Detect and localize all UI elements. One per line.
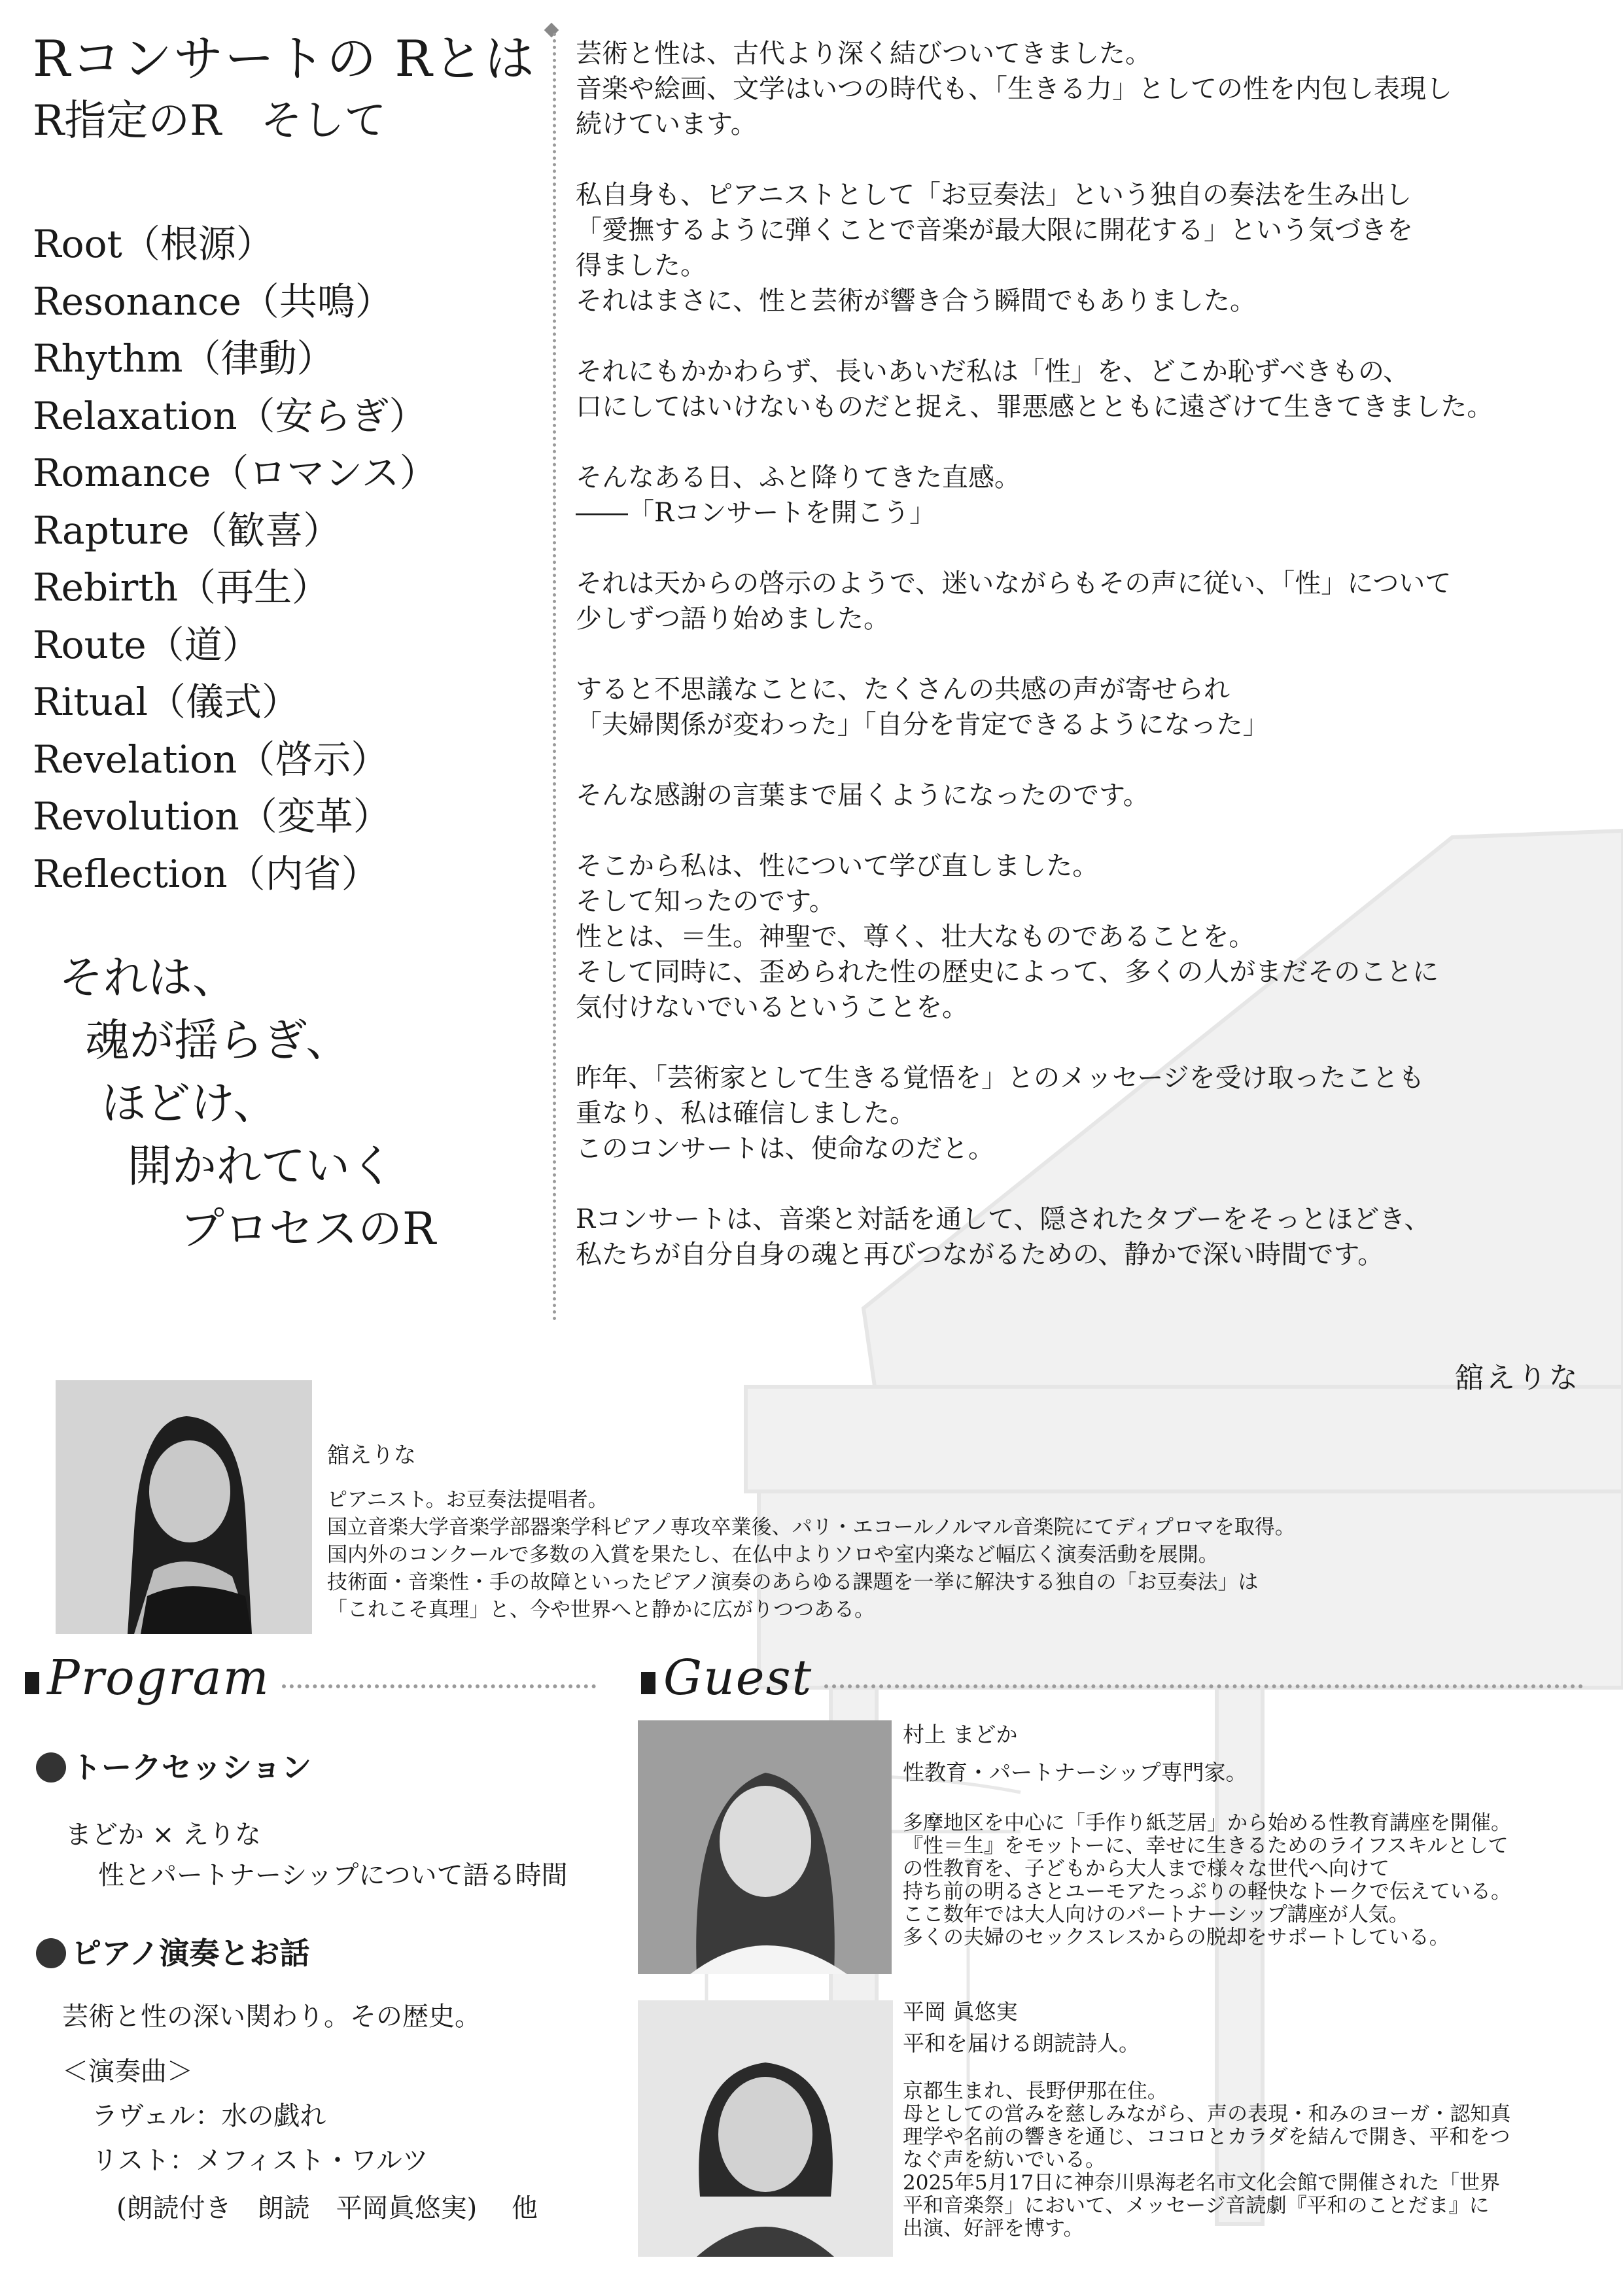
bio-line: なぐ声を紡いでいる。 — [903, 2148, 1106, 2172]
column-divider — [553, 33, 556, 1321]
soul-line: プロセスのR — [180, 1204, 436, 1255]
bio-line: 2025年5月17日に神奈川県海老名市文化会館で開催された「世界 — [903, 2171, 1501, 2195]
divider-diamond-icon — [544, 23, 559, 38]
r-word: Reflection（内省） — [33, 851, 379, 896]
program-header — [25, 1648, 596, 1707]
guest2-photo — [638, 2000, 893, 2257]
talk-session-title: トークセッション — [71, 1750, 312, 1785]
bio-line: 技術面・音楽性・手の故障といったピアノ演奏のあらゆる課題を一挙に解決する独自の「お豆奏法」は — [327, 1571, 1259, 1594]
bio-line: 平和音楽祭」において、メッセージ音読劇『平和のことだま』に — [903, 2194, 1490, 2218]
piece-liszt: リスト：メフィスト・ワルツ — [92, 2146, 428, 2176]
subtitle-r-rating: R指定のR — [33, 97, 222, 145]
piece-ravel: ラヴェル：水の戯れ — [92, 2101, 326, 2131]
bio-line: 多くの夫婦のセックスレスからの脱却をサポートしている。 — [903, 1926, 1450, 1949]
guest-dotted-rule — [824, 1684, 1583, 1688]
piano-title: ピアノ演奏とお話 — [71, 1936, 310, 1971]
essay-paragraph: そこから私は、性について学び直しました。 そして知ったのです。 性とは、＝生。神聖で、尊く、壮大なものであることを。 そして同時に、歪められた性の歴史によって、多くの人がまだそのことに 気付けないでいるということを。 — [576, 851, 1439, 1022]
essay-paragraph: そんなある日、ふと降りてきた直感。 ――「Rコンサートを開こう」 — [576, 462, 1021, 528]
piano-description: 芸術と性の深い関わり。その歴史。 — [62, 2002, 481, 2032]
subtitle-and: そして — [260, 97, 387, 145]
bio-line: ピアニスト。お豆奏法提唱者。 — [327, 1488, 608, 1512]
guest-heading: Guest — [663, 1650, 813, 1706]
bullet-icon — [36, 1752, 66, 1783]
talk-session-heading — [36, 1748, 311, 1787]
essay-paragraph: それは天からの啓示のようで、迷いながらもその声に従い、「性」について 少しずつ語り始めました。 — [576, 568, 1452, 634]
bio-line: 母としての営みを慈しみながら、声の表現・和みのヨーガ・認知真 — [903, 2102, 1511, 2126]
bio-line: ここ数年では大人向けのパートナーシップ講座が人気。 — [903, 1903, 1409, 1926]
bio-line: 持ち前の明るさとユーモアたっぷりの軽快なトークで伝えている。 — [903, 1880, 1511, 1904]
essay-paragraph: そんな感謝の言葉まで届くようになったのです。 — [576, 780, 1149, 810]
profile-name: 舘えりな — [327, 1442, 416, 1469]
talk-participants: まどか × えりな — [65, 1820, 261, 1850]
piano-heading — [36, 1934, 309, 1973]
program-dotted-rule — [282, 1684, 596, 1688]
r-word: Route（道） — [33, 622, 260, 667]
soul-line: 魂が揺らぎ、 — [85, 1015, 351, 1067]
essay-paragraph: 私自身も、ピアニストとして「お豆奏法」という独自の奏法を生み出し 「愛撫するように弾くことで音楽が最大限に開花する」という気づきを 得ました。 それはまさに、性と芸術が響き合う瞬間でもありました。 — [576, 180, 1413, 316]
essay-signature: 舘えりな — [1455, 1361, 1580, 1395]
r-word: Romance（ロマンス） — [33, 451, 438, 495]
bio-line: 『性＝生』をモットーに、幸せに生きるためのライフスキルとして — [903, 1834, 1509, 1858]
essay-paragraph: 芸術と性は、古代より深く結びついてきました。 音楽や絵画、文学はいつの時代も、「生きる力」としての性を内包し表現し 続けています。 — [576, 39, 1452, 139]
guest1-name: 村上 まどか — [903, 1722, 1018, 1747]
talk-topic: 性とパートナーシップについて語る時間 — [98, 1860, 568, 1890]
guest2-name: 平岡 眞悠実 — [903, 1999, 1018, 2025]
essay-paragraph: すると不思議なことに、たくさんの共感の声が寄せられ 「夫婦関係が変わった」「自分を肯定できるようになった」 — [576, 674, 1269, 740]
bullet-icon — [36, 1938, 66, 1968]
essay-paragraph: それにもかかわらず、長いあいだ私は「性」を、どこか恥ずべきもの、 口にしてはいけないものだと捉え、罪悪感とともに遠ざけて生きてきました。 — [576, 357, 1493, 422]
guest-header — [641, 1648, 1583, 1707]
page-subtitle — [33, 92, 386, 150]
bio-line: 「これこそ真理」と、今や世界へと静かに広がりつつある。 — [327, 1598, 875, 1622]
bio-line: 国立音楽大学音楽学部器楽学科ピアノ専攻卒業後、パリ・エコールノルマル音楽院にてディプロマを取得。 — [327, 1516, 1295, 1539]
bio-line: 理学や名前の響きを通じ、ココロとカラダを結んで開き、平和をつ — [903, 2125, 1510, 2149]
square-icon — [641, 1672, 655, 1694]
r-word: Rapture（歓喜） — [33, 508, 341, 553]
bio-line: 出演、好評を博す。 — [903, 2217, 1084, 2240]
r-word: Revolution（変革） — [33, 794, 391, 839]
r-word: Rebirth（再生） — [33, 565, 330, 610]
pianist-photo — [56, 1380, 312, 1634]
r-word: Ritual（儀式） — [33, 680, 300, 724]
essay-paragraph: Rコンサートは、音楽と対話を通して、隠されたタブーをそっとほどき、 私たちが自分自身の魂と再びつながるための、静かで深い時間です。 — [576, 1204, 1431, 1270]
bio-line: 国内外のコンクールで多数の入賞を果たし、在仏中よりソロや室内楽など幅広く演奏活動を展開。 — [327, 1543, 1219, 1567]
r-word: Relaxation（安らぎ） — [33, 393, 427, 438]
guest2-title: 平和を届ける朗読詩人。 — [903, 2030, 1140, 2056]
soul-line: 開かれていく — [128, 1141, 395, 1192]
piece-note: (朗読付き 朗読 平岡眞悠実) 他 — [116, 2193, 538, 2223]
soul-line: それは、 — [59, 952, 237, 1004]
guest1-title: 性教育・パートナーシップ専門家。 — [903, 1760, 1248, 1785]
bio-line: 多摩地区を中心に「手作り紙芝居」から始める性教育講座を開催。 — [903, 1811, 1511, 1835]
bio-line: の性教育を、子どもから大人まで様々な世代へ向けて — [903, 1857, 1389, 1881]
profile-bio — [327, 1486, 1570, 1624]
r-word: Root（根源） — [33, 222, 274, 266]
guest2-bio — [903, 2080, 1609, 2240]
r-word: Rhythm（律動） — [33, 336, 335, 381]
bio-line: 京都生まれ、長野伊那在住。 — [903, 2079, 1168, 2103]
program-heading: Program — [47, 1650, 270, 1706]
page-title: Rコンサートの Rとは — [33, 29, 536, 88]
r-word-list — [33, 216, 438, 903]
r-word: Resonance（共鳴） — [33, 279, 393, 324]
guest1-photo — [638, 1720, 892, 1974]
square-icon — [25, 1672, 39, 1694]
essay — [576, 36, 1596, 1308]
essay-paragraph: 昨年、「芸術家として生きる覚悟を」とのメッセージを受け取ったことも 重なり、私は確信しました。 このコンサートは、使命なのだと。 — [576, 1063, 1425, 1164]
pieces-label: ＜演奏曲＞ — [62, 2057, 193, 2087]
r-word: Revelation（啓示） — [33, 737, 389, 782]
guest1-bio — [903, 1812, 1609, 1949]
soul-line: ほどけ、 — [101, 1078, 278, 1130]
